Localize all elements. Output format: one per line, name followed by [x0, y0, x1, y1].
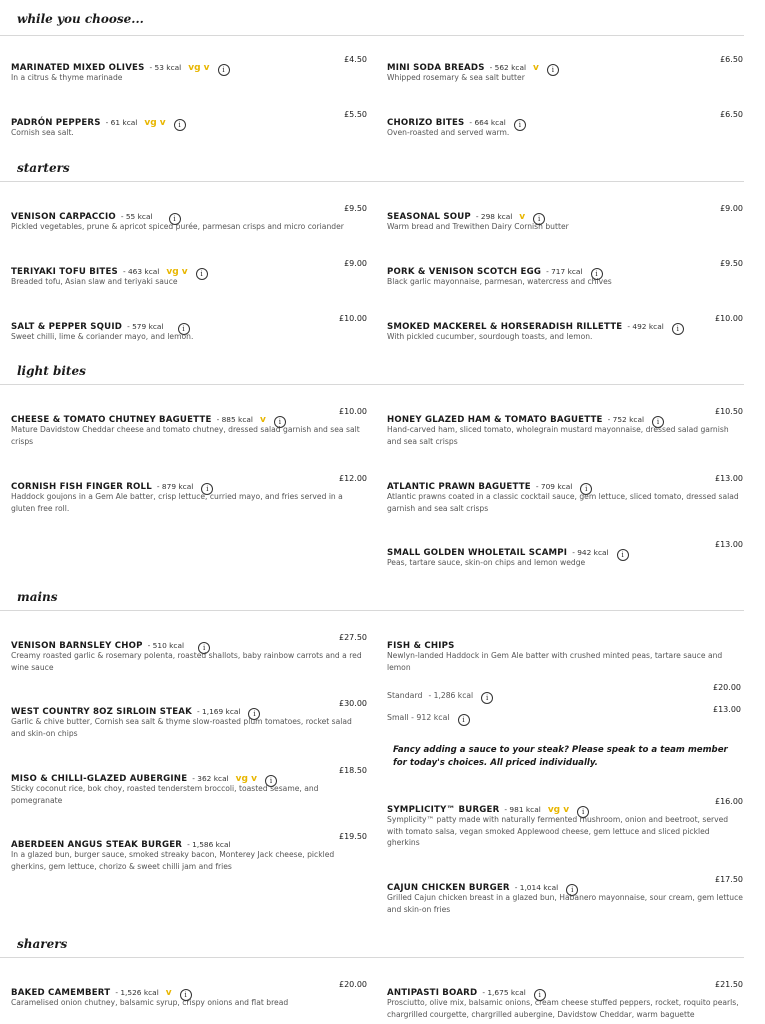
item-price: £9.50	[344, 204, 367, 213]
item-name: ANTIPASTI BOARD	[387, 988, 478, 998]
item-price: £13.00	[715, 474, 743, 483]
diet-tags: vg v	[235, 774, 257, 784]
diet-tags: vg v	[188, 63, 210, 73]
info-icon[interactable]: i	[174, 119, 186, 131]
info-icon[interactable]: i	[514, 119, 526, 131]
item-name: VENISON BARNSLEY CHOP	[11, 641, 143, 651]
menu-item-chorizo[interactable]	[387, 110, 743, 139]
item-price: £13.00	[715, 540, 743, 549]
menu-item-barnsley-chop[interactable]	[11, 633, 367, 673]
menu-item-squid[interactable]	[11, 314, 367, 343]
menu-item-cajun-burger[interactable]	[387, 875, 743, 915]
item-description: Prosciutto, olive mix, balsamic onions, cream cheese stuffed peppers, rocket, roquito pearls, chargrilled courgette, chargrilled aubergine, Davidstow Cheddar, warm baguette	[387, 998, 739, 1019]
item-name: SALT & PEPPER SQUID	[11, 322, 123, 332]
diet-tags: vg v	[166, 267, 188, 277]
item-name: BAKED CAMEMBERT	[11, 988, 111, 998]
item-price: £20.00	[339, 980, 367, 989]
item-kcal: - 298 kcal	[475, 212, 513, 221]
item-description: Sticky coconut rice, bok choy, roasted tenderstem broccoli, toasted sesame, and pomegranate	[11, 784, 319, 805]
item-price: £10.50	[715, 407, 743, 416]
section-divider	[0, 181, 744, 182]
menu-item-cheese-baguette[interactable]	[11, 407, 367, 447]
section-divider	[0, 35, 744, 36]
item-name: PORK & VENISON SCOTCH EGG	[387, 267, 542, 277]
item-description: Peas, tartare sauce, skin-on chips and lemon wedge	[387, 558, 586, 567]
fish-chips-standard-option[interactable]	[387, 683, 741, 704]
info-icon[interactable]: i	[672, 323, 684, 335]
item-name: TERIYAKI TOFU BITES	[11, 267, 118, 277]
diet-tags: v	[533, 63, 539, 73]
item-description: In a citrus & thyme marinade	[11, 73, 123, 82]
section-title-while-you-choose: while you choose...	[17, 12, 144, 26]
menu-item-symplicity-burger[interactable]	[387, 797, 743, 849]
item-kcal: - 1,586 kcal	[187, 840, 231, 849]
item-price: £10.00	[339, 314, 367, 323]
item-kcal: - 1,014 kcal	[514, 883, 559, 892]
item-price: £6.50	[720, 110, 743, 119]
info-icon[interactable]: i	[169, 213, 181, 225]
item-name: SMALL GOLDEN WHOLETAIL SCAMPI	[387, 548, 568, 558]
item-description: Atlantic prawns coated in a classic cocktail sauce, gem lettuce, sliced tomato, dressed salad garnish and sea salt crisps	[387, 492, 739, 513]
section-title-light-bites: light bites	[17, 364, 86, 378]
info-icon[interactable]: i	[534, 989, 546, 1001]
item-price: £10.00	[339, 407, 367, 416]
item-kcal: - 510 kcal	[147, 641, 185, 650]
item-price: £5.50	[344, 110, 367, 119]
info-icon[interactable]: i	[580, 483, 592, 495]
info-icon[interactable]: i	[533, 213, 545, 225]
item-kcal: - 664 kcal	[469, 118, 506, 127]
fish-chips-small-option[interactable]	[387, 705, 741, 726]
section-divider	[0, 610, 744, 611]
item-description: Sweet chilli, lime & coriander mayo, and lemon.	[11, 332, 194, 341]
item-description: Black garlic mayonnaise, parmesan, watercress and chives	[387, 277, 612, 286]
item-kcal: - 55 kcal	[120, 212, 153, 221]
item-description: Warm bread and Trewithen Dairy Cornish butter	[387, 222, 569, 231]
menu-item-seasonal-soup[interactable]	[387, 204, 743, 233]
item-price: £19.50	[339, 832, 367, 841]
item-kcal: - 61 kcal	[105, 118, 138, 127]
item-name: ATLANTIC PRAWN BAGUETTE	[387, 482, 531, 492]
diet-tags: v	[165, 988, 172, 998]
item-description: Pickled vegetables, prune & apricot spiced purée, parmesan crisps and micro coriander	[11, 222, 344, 231]
item-name: HONEY GLAZED HAM & TOMATO BAGUETTE	[387, 415, 603, 425]
info-icon[interactable]: i	[617, 549, 629, 561]
item-description: Creamy roasted garlic & rosemary polenta, roasted shallots, baby rainbow carrots and a red wine sauce	[11, 651, 362, 672]
item-kcal: - 463 kcal	[122, 267, 160, 276]
item-description: Caramelised onion chutney, balsamic syrup, crispy onions and flat bread	[11, 998, 289, 1007]
item-price: £9.00	[720, 204, 743, 213]
item-name: MINI SODA BREADS	[387, 63, 485, 73]
item-price: £17.50	[715, 875, 743, 884]
menu-item-fish-chips[interactable]	[387, 633, 743, 673]
section-title-sharers: sharers	[17, 937, 68, 951]
item-description: Mature Davidstow Cheddar cheese and tomato chutney, dressed salad garnish and sea salt crisps	[11, 425, 360, 446]
item-kcal: - 53 kcal	[149, 63, 182, 72]
option-price: £13.00	[713, 705, 741, 714]
item-name: CAJUN CHICKEN BURGER	[387, 883, 510, 893]
item-name: CHORIZO BITES	[387, 118, 465, 128]
item-name: MARINATED MIXED OLIVES	[11, 63, 145, 73]
info-icon[interactable]: i	[547, 64, 559, 76]
item-price: £10.00	[715, 314, 743, 323]
menu-item-padron[interactable]	[11, 110, 367, 139]
item-description: Breaded tofu, Asian slaw and teriyaki sauce	[11, 277, 178, 286]
item-kcal: - 981 kcal	[504, 805, 541, 814]
item-name: CHEESE & TOMATO CHUTNEY BAGUETTE	[11, 415, 212, 425]
item-price: £27.50	[339, 633, 367, 642]
item-price: £12.00	[339, 474, 367, 483]
item-description: Grilled Cajun chicken breast in a glazed bun, Habanero mayonnaise, sour cream, gem lettuce and skin-on fries	[387, 893, 743, 914]
info-icon[interactable]: i	[591, 268, 603, 280]
item-kcal: - 562 kcal	[489, 63, 527, 72]
menu-item-soda-breads[interactable]	[387, 55, 743, 84]
menu-item-aberdeen-burger[interactable]	[11, 832, 367, 872]
diet-tags: v	[519, 212, 526, 222]
item-price: £9.50	[720, 259, 743, 268]
menu-item-prawn-baguette[interactable]	[387, 474, 743, 514]
info-icon[interactable]: i	[652, 416, 664, 428]
menu-item-scotch-egg[interactable]	[387, 259, 743, 288]
item-name: FISH & CHIPS	[387, 641, 455, 651]
menu-item-aubergine[interactable]	[11, 766, 367, 806]
item-name: ABERDEEN ANGUS STEAK BURGER	[11, 840, 183, 850]
menu-item-mackerel[interactable]	[387, 314, 743, 343]
menu-item-olives[interactable]	[11, 55, 367, 84]
menu-item-antipasti[interactable]	[387, 980, 743, 1020]
item-price: £9.00	[344, 259, 367, 268]
menu-item-teriyaki-tofu[interactable]	[11, 259, 367, 288]
section-divider	[0, 957, 744, 958]
item-name: SMOKED MACKEREL & HORSERADISH RILLETTE	[387, 322, 623, 332]
item-description: Symplicity™ patty made with naturally fermented mushroom, onion and beetroot, served with tomato salsa, vegan smoked Applewood cheese, gem lettuce and sliced pickled gherkins	[387, 815, 729, 847]
item-description: Newlyn-landed Haddock in Gem Ale batter with crushed minted peas, tartare sauce and lemon	[387, 651, 723, 672]
section-title-mains: mains	[17, 590, 58, 604]
info-icon[interactable]: i	[248, 708, 260, 720]
item-price: £30.00	[339, 699, 367, 708]
item-kcal: - 752 kcal	[607, 415, 645, 424]
option-kcal: - 1,286 kcal	[428, 691, 474, 700]
item-description: In a glazed bun, burger sauce, smoked streaky bacon, Monterey Jack cheese, pickled gherkins, gem lettuce, chorizo & sweet chilli jam and fries	[11, 850, 335, 871]
item-kcal: - 1,169 kcal	[197, 707, 241, 716]
item-price: £18.50	[339, 766, 367, 775]
info-icon[interactable]: i	[180, 989, 192, 1001]
item-kcal: - 1,675 kcal	[482, 988, 526, 997]
info-icon[interactable]: i	[566, 884, 578, 896]
item-kcal: - 579 kcal	[127, 322, 164, 331]
info-icon[interactable]: i	[218, 64, 230, 76]
info-icon[interactable]: i	[198, 642, 210, 654]
item-kcal: - 709 kcal	[535, 482, 573, 491]
item-kcal: - 885 kcal	[216, 415, 253, 424]
info-icon[interactable]: i	[274, 416, 286, 428]
item-name: CORNISH FISH FINGER ROLL	[11, 482, 152, 492]
option-label: Small - 912 kcal	[387, 713, 450, 722]
diet-tags: v	[259, 415, 266, 425]
option-label: Standard	[387, 691, 423, 700]
info-icon[interactable]: i	[265, 775, 277, 787]
item-description: Whipped rosemary & sea salt butter	[387, 73, 525, 82]
menu-item-ham-baguette[interactable]	[387, 407, 743, 447]
item-kcal: - 942 kcal	[572, 548, 609, 557]
item-name: SYMPLICITY™ BURGER	[387, 805, 500, 815]
menu-item-scampi[interactable]	[387, 540, 743, 569]
item-description: Garlic & chive butter, Cornish sea salt & thyme slow-roasted plum tomatoes, rocket salad and skin-on chips	[11, 717, 352, 738]
option-price: £20.00	[713, 683, 741, 692]
item-kcal: - 717 kcal	[546, 267, 583, 276]
info-icon[interactable]: i	[577, 806, 589, 818]
menu-item-sirloin[interactable]	[11, 699, 367, 739]
info-icon[interactable]: i	[458, 714, 470, 726]
section-title-starters: starters	[17, 161, 70, 175]
menu-item-fish-finger-roll[interactable]	[11, 474, 367, 514]
menu-item-venison-carpaccio[interactable]	[11, 204, 367, 233]
item-kcal: - 492 kcal	[627, 322, 664, 331]
item-description: Haddock goujons in a Gem Ale batter, crisp lettuce, curried mayo, and fries served in a gluten free roll.	[11, 492, 343, 513]
info-icon[interactable]: i	[481, 692, 493, 704]
item-description: Oven-roasted and served warm.	[387, 128, 510, 137]
item-name: WEST COUNTRY 8OZ SIRLOIN STEAK	[11, 707, 193, 717]
info-icon[interactable]: i	[196, 268, 208, 280]
info-icon[interactable]: i	[201, 483, 213, 495]
item-name: SEASONAL SOUP	[387, 212, 471, 222]
info-icon[interactable]: i	[178, 323, 190, 335]
item-kcal: - 1,526 kcal	[115, 988, 159, 997]
item-kcal: - 362 kcal	[192, 774, 229, 783]
item-description: Hand-carved ham, sliced tomato, wholegrain mustard mayonnaise, dressed salad garnish and sea salt crisps	[387, 425, 729, 446]
diet-tags: vg v	[547, 805, 570, 815]
item-price: £21.50	[715, 980, 743, 989]
item-price: £16.00	[715, 797, 743, 806]
item-name: PADRÓN PEPPERS	[11, 118, 101, 128]
menu-item-camembert[interactable]	[11, 980, 367, 1009]
section-divider	[0, 384, 744, 385]
item-name: VENISON CARPACCIO	[11, 212, 116, 222]
item-description: With pickled cucumber, sourdough toasts, and lemon.	[387, 332, 593, 341]
item-price: £6.50	[720, 55, 743, 64]
diet-tags: vg v	[144, 118, 166, 128]
item-name: MISO & CHILLI-GLAZED AUBERGINE	[11, 774, 188, 784]
item-description: Cornish sea salt.	[11, 128, 74, 137]
item-price: £4.50	[344, 55, 367, 64]
steak-sauce-note: Fancy adding a sauce to your steak? Please speak to a team member for today's choices. All priced individually.	[393, 745, 728, 768]
item-kcal: - 879 kcal	[156, 482, 194, 491]
